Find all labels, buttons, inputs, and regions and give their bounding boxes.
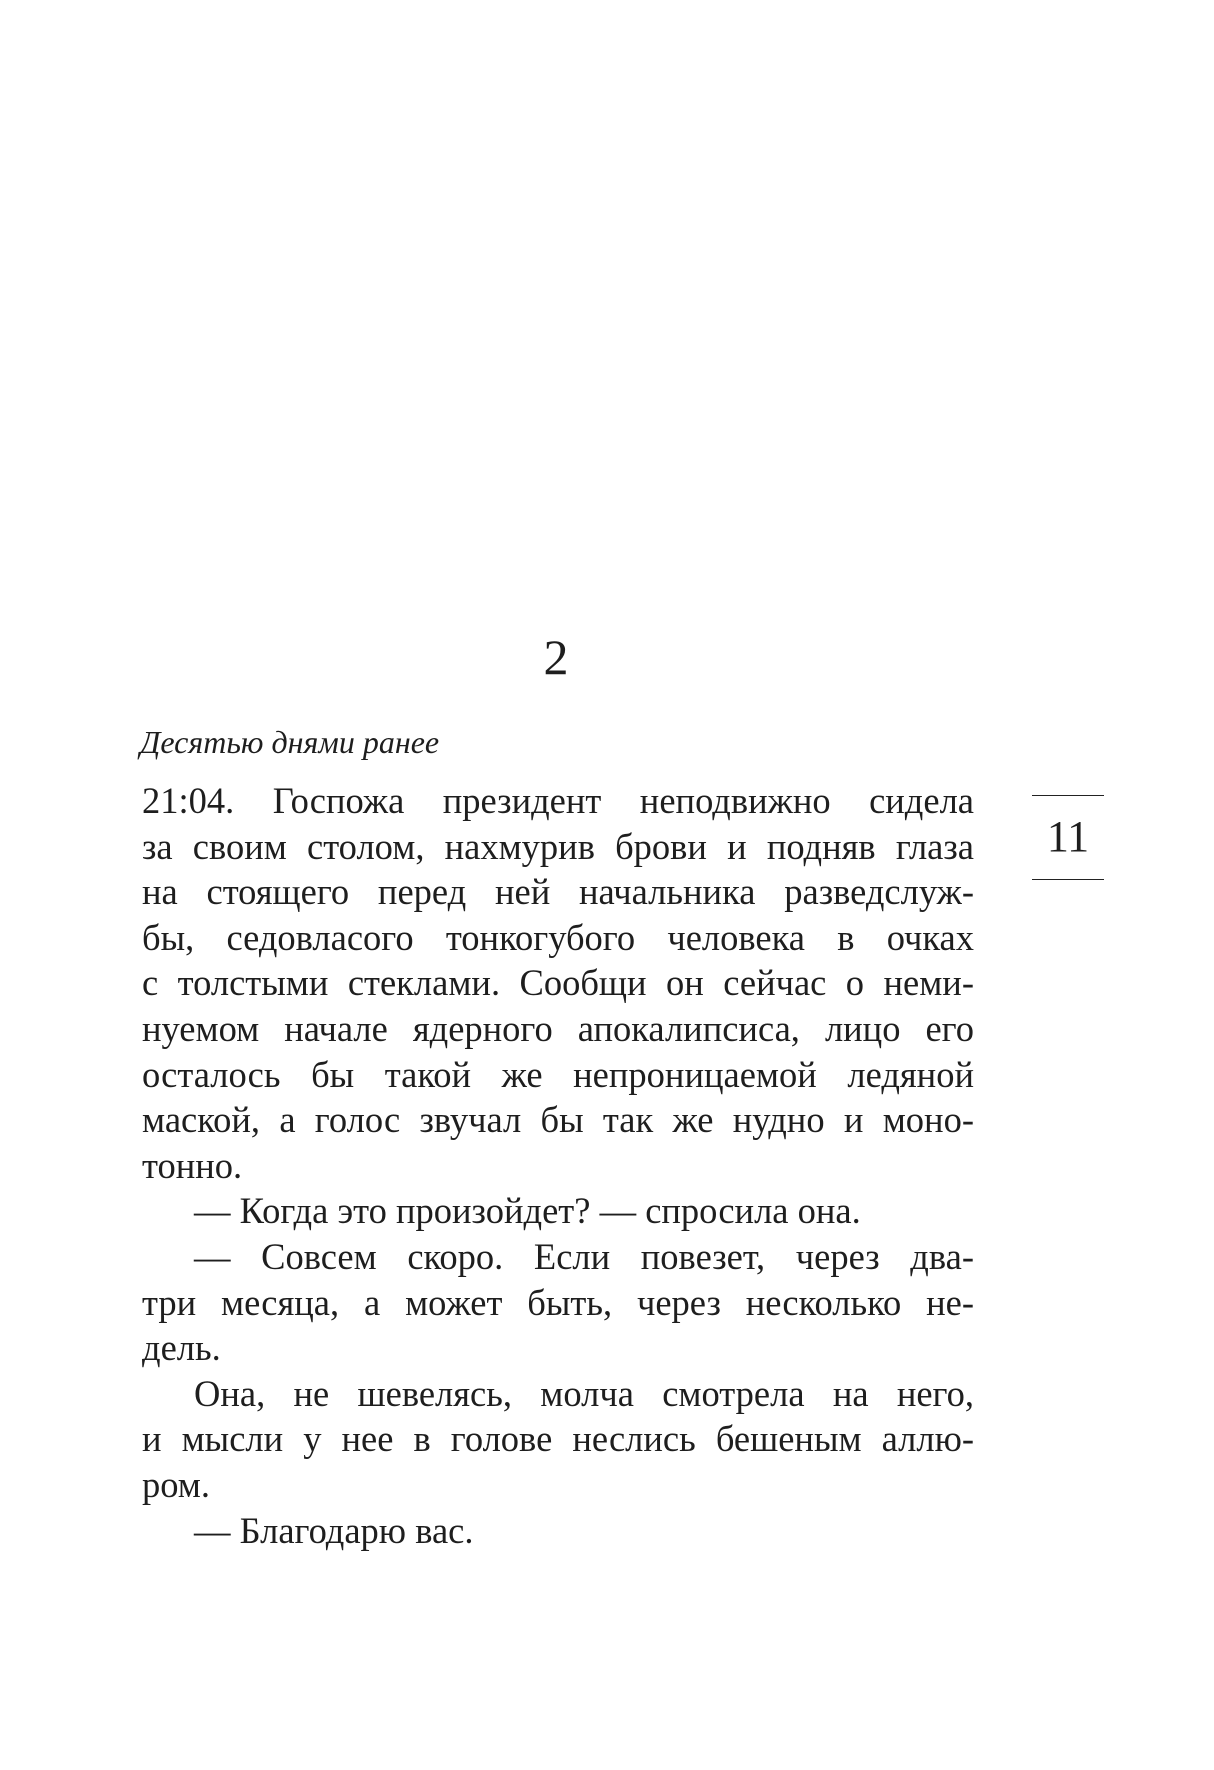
dialogue-line: — Совсем скоро. Если повезет, через два-: [194, 1235, 974, 1277]
page-number: 11: [1046, 812, 1090, 861]
text-line: 21:04. Госпожа президент неподвижно сидела: [142, 780, 974, 821]
text-line: три месяца, а может быть, через несколько не-: [142, 1281, 974, 1323]
text-line: дель.: [142, 1327, 221, 1369]
page-number-marker: [1032, 795, 1104, 879]
text-line: на стоящего перед ней начальника разведслуж-: [142, 871, 974, 913]
text-line: бы, седовласого тонкогубого человека в очках: [142, 916, 974, 958]
dialogue-line: — Благодарю вас.: [194, 1509, 474, 1551]
page-number-rule-top: [1032, 795, 1104, 796]
text-line: тонно.: [142, 1144, 243, 1186]
page-number-rule-bottom: [1032, 879, 1104, 880]
text-line: ром.: [142, 1463, 211, 1505]
text-line: с толстыми стеклами. Сообщи он сейчас о неми-: [142, 962, 974, 1004]
text-line: осталось бы такой же непроницаемой ледяной: [142, 1053, 974, 1095]
text-line: Она, не шевелясь, молча смотрела на него,: [194, 1372, 974, 1414]
chapter-epigraph: Десятью днями ранее: [140, 724, 440, 760]
chapter-number: 2: [543, 629, 569, 685]
dialogue-line: — Когда это произойдет? — спросила она.: [194, 1190, 861, 1232]
body-text: [142, 778, 974, 1553]
text-line: нуемом начале ядерного апокалипсиса, лицо его: [142, 1007, 974, 1049]
text-line: за своим столом, нахмурив брови и подняв глаза: [142, 825, 974, 867]
text-line: и мысли у нее в голове неслись бешеным аллю-: [142, 1418, 974, 1460]
text-line: маской, а голос звучал бы так же нудно и моно-: [142, 1099, 974, 1141]
